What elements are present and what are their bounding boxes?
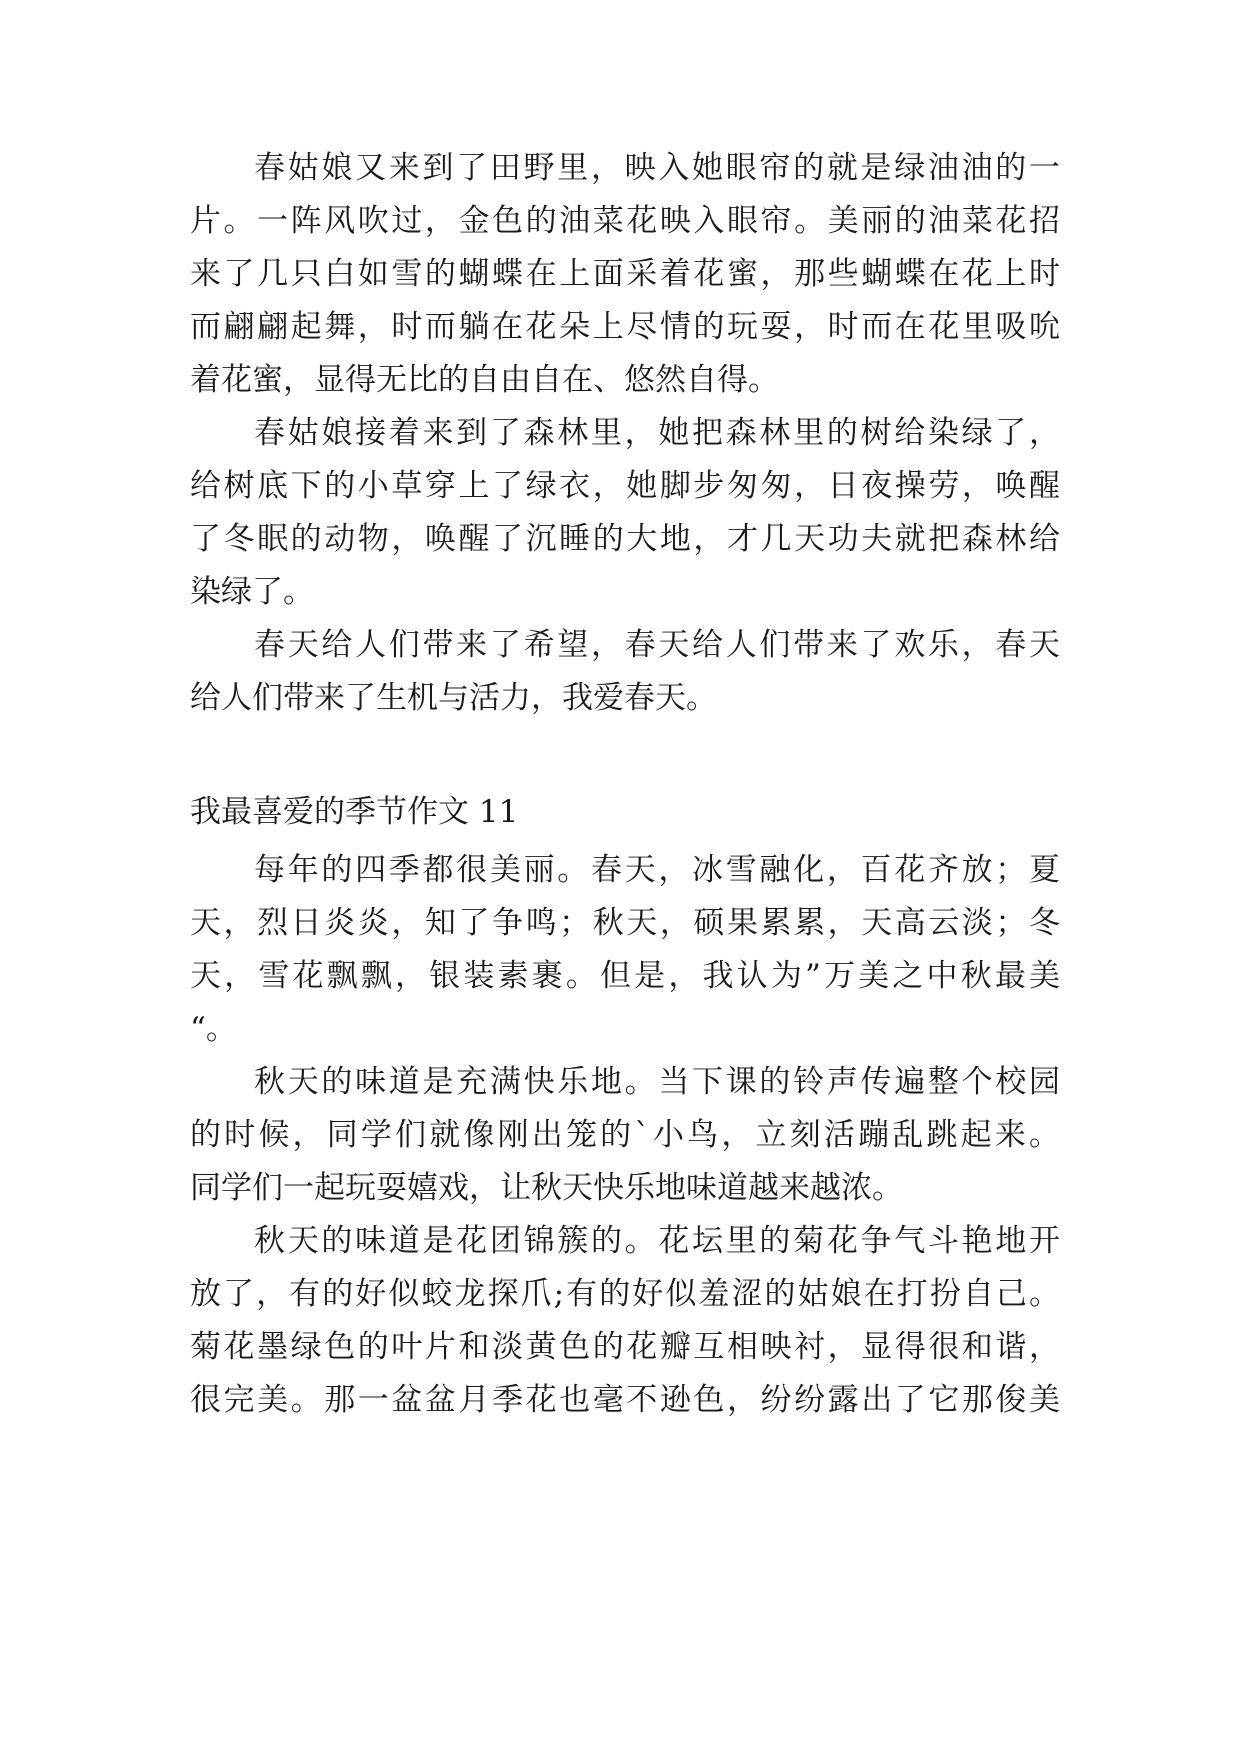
paragraph-line: 染绿了。 bbox=[190, 574, 314, 610]
paragraph-line: 给树底下的小草穿上了绿衣，她脚步匆匆，日夜操劳，唤醒 bbox=[190, 468, 1060, 504]
paragraph-line: 片。一阵风吹过，金色的油菜花映入眼帘。美丽的油菜花招 bbox=[190, 203, 1060, 239]
paragraph-line: 同学们一起玩耍嬉戏，让秋天快乐地味道越来越浓。 bbox=[190, 1170, 903, 1206]
paragraph-line: 给人们带来了生机与活力，我爱春天。 bbox=[190, 680, 717, 716]
paragraph-line: 很完美。那一盆盆月季花也毫不逊色，纷纷露出了它那俊美 bbox=[190, 1382, 1060, 1418]
paragraph-line: 春天给人们带来了希望，春天给人们带来了欢乐，春天 bbox=[254, 627, 1060, 663]
paragraph-line: 放了，有的好似蛟龙探爪;有的好似羞涩的姑娘在打扮自己。 bbox=[190, 1276, 1060, 1312]
section-title: 我最喜爱的季节作文 11 bbox=[190, 794, 519, 830]
paragraph-line: 着花蜜，显得无比的自由自在、悠然自得。 bbox=[190, 362, 779, 398]
paragraph-line: 每年的四季都很美丽。春天，冰雪融化，百花齐放；夏 bbox=[254, 852, 1060, 888]
paragraph-line: 天，烈日炎炎，知了争鸣；秋天，硕果累累，天高云淡；冬 bbox=[190, 905, 1060, 941]
paragraph-line: 春姑娘接着来到了森林里，她把森林里的树给染绿了， bbox=[254, 415, 1060, 451]
paragraph-line: 来了几只白如雪的蝴蝶在上面采着花蜜，那些蝴蝶在花上时 bbox=[190, 256, 1060, 292]
paragraph-line: 的时候，同学们就像刚出笼的`小鸟，立刻活蹦乱跳起来。 bbox=[190, 1117, 1060, 1153]
paragraph-line: 秋天的味道是充满快乐地。当下课的铃声传遍整个校园 bbox=[254, 1064, 1060, 1100]
paragraph-line: 秋天的味道是花团锦簇的。花坛里的菊花争气斗艳地开 bbox=[254, 1223, 1060, 1259]
paragraph-line: “。 bbox=[190, 1011, 237, 1047]
paragraph-line: 天，雪花飘飘，银装素裹。但是，我认为”万美之中秋最美 bbox=[190, 958, 1060, 994]
paragraph-line: 春姑娘又来到了田野里，映入她眼帘的就是绿油油的一 bbox=[254, 150, 1060, 186]
paragraph-line: 菊花墨绿色的叶片和淡黄色的花瓣互相映衬，显得很和谐， bbox=[190, 1329, 1060, 1365]
paragraph-line: 而翩翩起舞，时而躺在花朵上尽情的玩耍，时而在花里吸吮 bbox=[190, 309, 1060, 345]
paragraph-line: 了冬眠的动物，唤醒了沉睡的大地，才几天功夫就把森林给 bbox=[190, 521, 1060, 557]
